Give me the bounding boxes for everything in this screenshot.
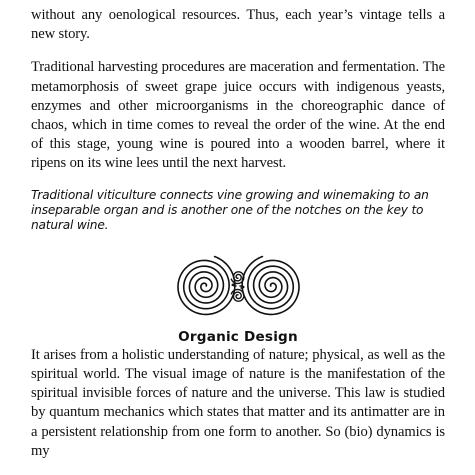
ornament-lower-curl <box>231 289 243 301</box>
ornament-right-spiral <box>242 256 299 314</box>
quote-traditional-viticulture: Traditional viticulture connects vine growing and winemaking to an inseparable organ and is another one of the notches on the key to natural wine. <box>31 187 429 233</box>
ornament-left-spiral <box>178 256 235 314</box>
double-spiral-ornament-icon <box>171 244 305 324</box>
paragraph-harvesting: Traditional harvesting procedures are maceration and fermentation. The metamorphosis of sweet grape juice occurs with indigenous yeasts, enzymes and other microorganisms in the choreographic dance of chaos, which in time comes to reveal the order of the wine. At the end of this stage, young wine is poured into a wooden barrel, where it ripens on its wine lees until the next harvest. <box>31 59 445 172</box>
document-page <box>31 6 445 461</box>
section-heading-organic-design: Organic Design <box>178 328 298 345</box>
paragraph-organic-design: It arises from a holistic understanding of nature; physical, as well as the spiritual world. The visual image of nature is the manifestation of the spiritual invisible forces of nature and the universe. This law is studied by quantum mechanics which states that matter and its antimatter are in a persistent relationship from one form to another. So (bio) dynamics is my <box>31 346 445 459</box>
paragraph-intro-tail: without any oenological resources. Thus, each year’s vintage tells a new story. <box>31 7 445 43</box>
ornament-container <box>31 242 445 326</box>
